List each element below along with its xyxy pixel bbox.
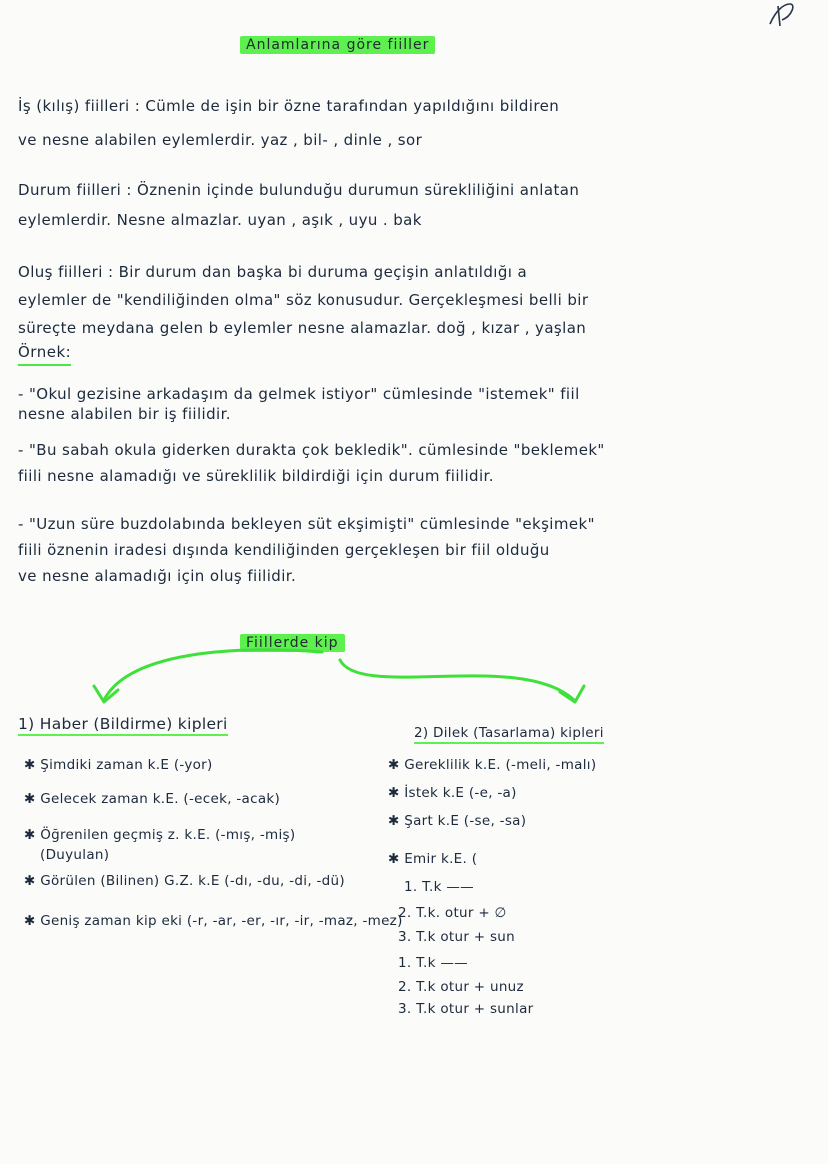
list-item: ✱ Gereklilik k.E. (-meli, -malı) [388,757,597,773]
list-item: 3. T.k otur + sun [398,929,516,945]
text-line: - "Bu sabah okula giderken durakta çok bekledik". cümlesinde "beklemek" [18,441,605,459]
text-line: fiili nesne alamadığı ve süreklilik bildirdiği için durum fiilidir. [18,467,494,485]
dilek-kipleri-heading: 2) Dilek (Tasarlama) kipleri [414,724,604,744]
list-item: ✱ Geniş zaman kip eki (-r, -ar, -er, -ır, -ir, -maz, -mez) [24,913,403,929]
list-item: 3. T.k otur + sunlar [398,1001,534,1017]
text-line: ve nesne alamadığı için oluş fiilidir. [18,567,297,585]
text-line: Oluş fiilleri : Bir durum dan başka bi duruma geçişin anlatıldığı a [18,263,528,281]
list-item: 2. T.k. otur + ∅ [398,905,507,921]
text-line: Durum fiilleri : Öznenin içinde bulunduğu durumun sürekliliğini anlatan [18,181,580,199]
text-line: fiili öznenin iradesi dışında kendiliğinden gerçekleşen bir fiil olduğu [18,541,550,559]
list-item: 1. T.k —— [398,955,468,971]
text-line: eylemlerdir. Nesne almazlar. uyan , aşık , uyu . bak [18,211,422,229]
text-line: İş (kılış) fiilleri : Cümle de işin bir özne tarafından yapıldığını bildiren [18,97,560,115]
list-item: ✱ Emir k.E. ( [388,851,478,867]
list-item: ✱ Görülen (Bilinen) G.Z. k.E (-dı, -du, -di, -dü) [24,873,345,889]
list-item: ✱ İstek k.E (-e, -a) [388,785,517,801]
list-item: ✱ Gelecek zaman k.E. (-ecek, -acak) [24,791,281,807]
text-line: - "Uzun süre buzdolabında bekleyen süt ekşimişti" cümlesinde "ekşimek" [18,515,595,533]
list-item: 2. T.k otur + unuz [398,979,524,995]
list-item: ✱ Öğrenilen geçmiş z. k.E. (-mış, -miş) [24,827,296,843]
text-line: süreçte meydana gelen b eylemler nesne alamazlar. doğ , kızar , yaşlan [18,319,587,337]
text-line: ve nesne alabilen eylemlerdir. yaz , bil- , dinle , sor [18,131,423,149]
list-item: ✱ Şart k.E (-se, -sa) [388,813,527,829]
list-item: 1. T.k —— [404,879,474,895]
text-line: - "Okul gezisine arkadaşım da gelmek istiyor" cümlesinde "istemek" fiil [18,385,580,403]
section-title: Fiillerde kip [240,632,345,652]
example-label: Örnek: [18,342,71,366]
list-item: ✱ Şimdiki zaman k.E (-yor) [24,757,213,773]
page-title: Anlamlarına göre fiiller [240,34,435,54]
text-line: eylemler de "kendiliğinden olma" söz konusudur. Gerçekleşmesi belli bir [18,291,589,309]
haber-kipleri-heading: 1) Haber (Bildirme) kipleri [18,714,228,736]
text-line: nesne alabilen bir iş fiilidir. [18,405,231,423]
list-item: (Duyulan) [40,847,110,863]
